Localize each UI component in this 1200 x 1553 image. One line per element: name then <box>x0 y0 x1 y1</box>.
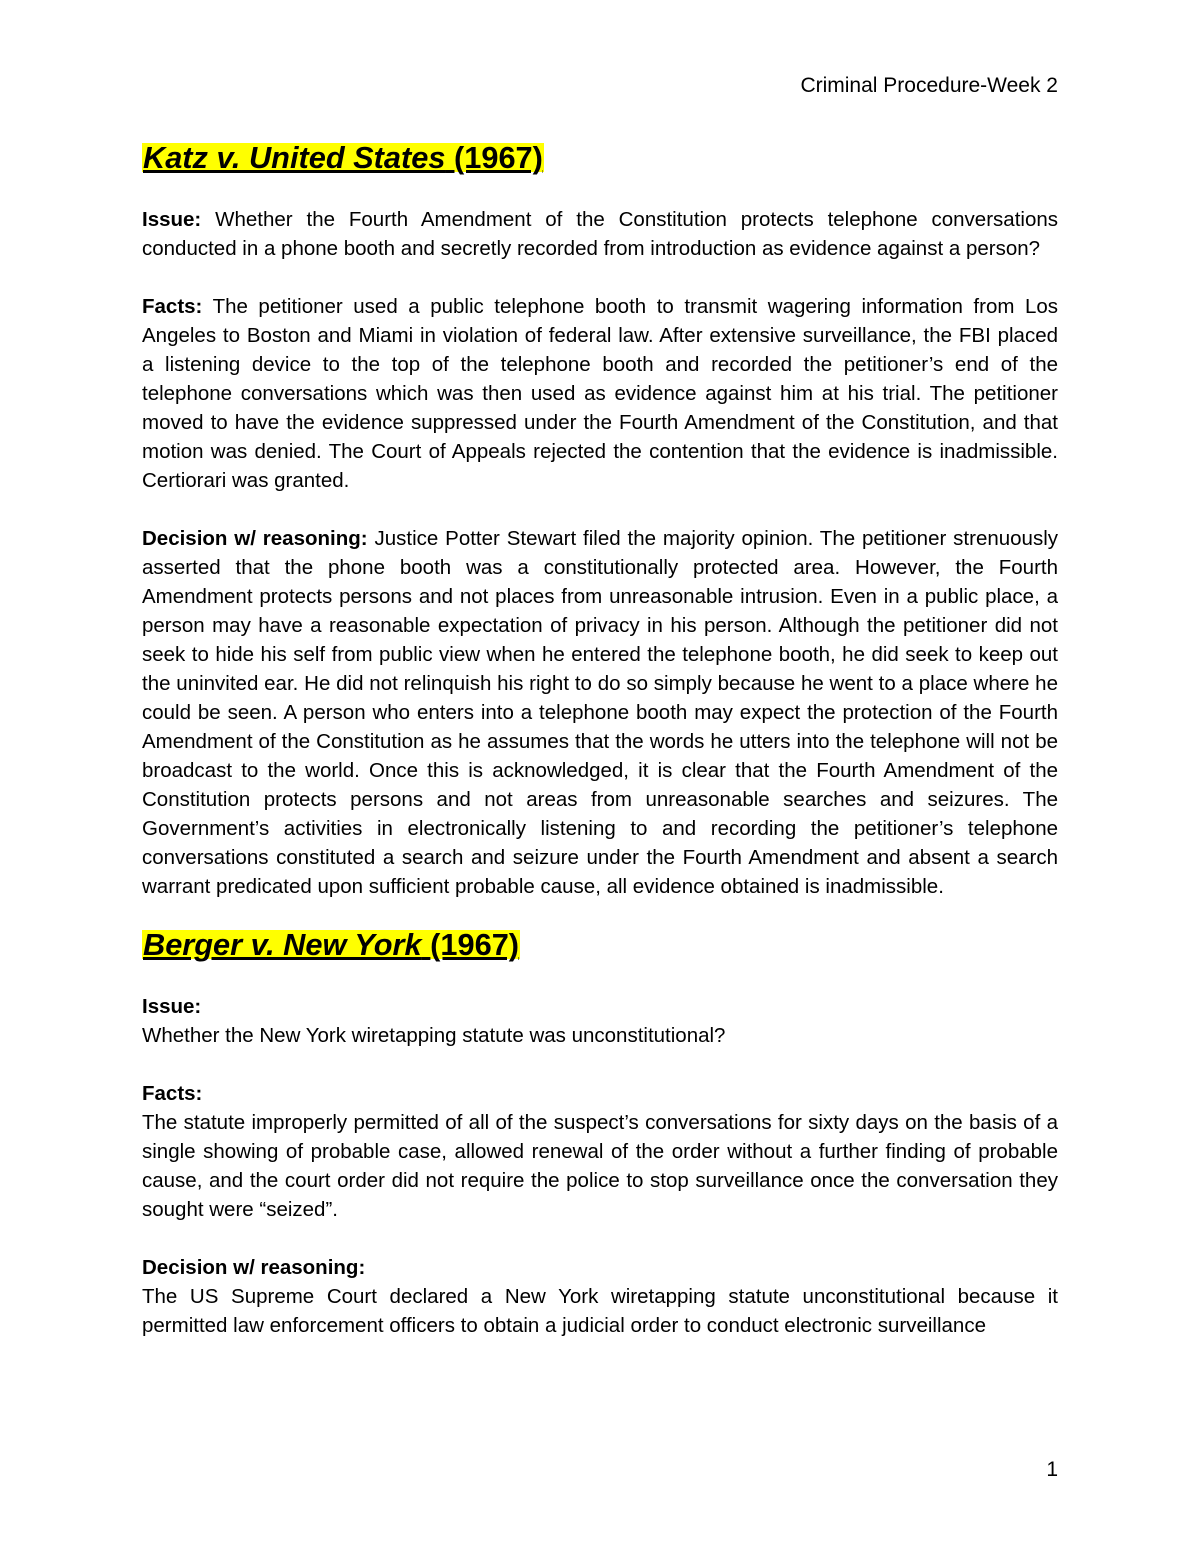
issue-text: Whether the Fourth Amendment of the Constitution protects telephone conversations conducted in a phone booth and secretly recorded from introduction as evidence against a person? <box>142 208 1058 260</box>
case-katz <box>142 140 1059 901</box>
facts-label: Facts: <box>142 295 203 318</box>
case-year: (1967) <box>430 927 520 962</box>
case-year: (1967) <box>454 140 543 175</box>
document-body <box>142 140 1059 1340</box>
facts-label: Facts: <box>142 1082 203 1105</box>
issue-label: Issue: <box>142 995 202 1018</box>
facts-text: The statute improperly permitted of all of the suspect’s conversations for sixty days on the basis of a single showing of probable case, allowed renewal of the order without a further finding of probable cause, and the court order did not require the police to stop surveillance once the conversation they sought were “seized”. <box>142 1111 1058 1221</box>
decision-paragraph <box>142 524 1058 901</box>
decision-text: The US Supreme Court declared a New York wiretapping statute unconstitutional because it permitted law enforcement officers to obtain a judicial order to conduct electronic surveillance <box>142 1285 1058 1337</box>
case-berger <box>142 927 1058 1340</box>
page-number: 1 <box>1046 1458 1058 1481</box>
decision-label: Decision w/ reasoning: <box>142 527 368 550</box>
case-title-berger <box>142 927 520 962</box>
decision-label: Decision w/ reasoning: <box>142 1256 366 1279</box>
case-name: Katz v. United States <box>143 140 446 175</box>
issue-label: Issue: <box>142 208 202 231</box>
running-header: Criminal Procedure-Week 2 <box>800 74 1058 97</box>
issue-text: Whether the New York wiretapping statute was unconstitutional? <box>142 1024 726 1047</box>
case-title-katz <box>142 140 544 175</box>
decision-text: Justice Potter Stewart filed the majority opinion. The petitioner strenuously asserted that the phone booth was a constitutionally protected area. However, the Fourth Amendment protects persons and not places from unreasonable intrusion. Even in a public place, a person may have a reasonable expectation of privacy in his person. Although the petitioner did not seek to hide his self from public view when he entered the telephone booth, he did seek to keep out the uninvited ear. He did not relinquish his right to do so simply because he went to a place where he could be seen. A person who enters into a telephone booth may expect the protection of the Fourth Amendment of the Constitution as he assumes that the words he utters into the telephone will not be broadcast to the world. Once this is acknowledged, it is clear that the Fourth Amendment of the Constitution protects persons and not areas from unreasonable searches and seizures. The Government’s activities in electronically listening to and recording the petitioner’s telephone conversations constituted a search and seizure under the Fourth Amendment and absent a search warrant predicated upon sufficient probable cause, all evidence obtained is inadmissible. <box>142 527 1059 898</box>
facts-paragraph <box>142 292 1058 495</box>
issue-paragraph <box>142 205 1058 263</box>
facts-text: The petitioner used a public telephone booth to transmit wagering information from Los Angeles to Boston and Miami in violation of federal law. After extensive surveillance, the FBI placed a listening device to the top of the telephone booth and recorded the petitioner’s end of the telephone conversations which was then used as evidence against him at his trial. The petitioner moved to have the evidence suppressed under the Fourth Amendment of the Constitution, and that motion was denied. The Court of Appeals rejected the contention that the evidence is inadmissible. Certiorari was granted. <box>142 295 1059 492</box>
case-name: Berger v. New York <box>143 927 422 962</box>
